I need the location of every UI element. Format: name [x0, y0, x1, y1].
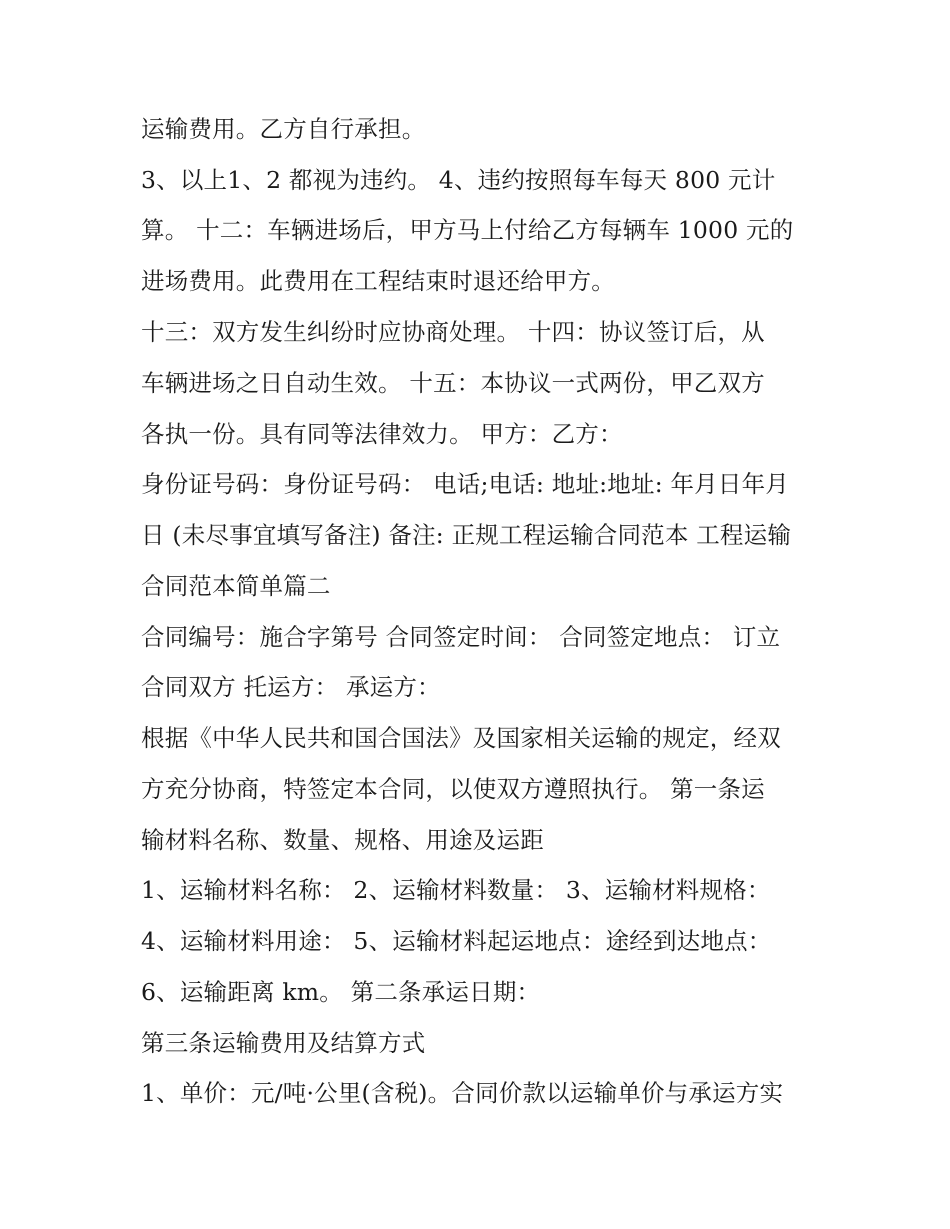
text-line: 4、运输材料用途： 5、运输材料起运地点：途经到达地点： [141, 927, 772, 955]
text-line: 1、单价：元/吨·公里(含税)。合同价款以运输单价与承运方实 [141, 1079, 784, 1107]
text-line: 算。 十二：车辆进场后，甲方马上付给乙方每辆车 1000 元的 [141, 216, 794, 244]
text-line: 车辆进场之日自动生效。 十五：本协议一式两份，甲乙双方 [141, 369, 765, 397]
text-line: 各执一份。具有同等法律效力。 甲方：乙方： [141, 420, 623, 448]
text-line: 方充分协商，特签定本合同，以使双方遵照执行。 第一条运 [141, 775, 765, 803]
text-line: 十三：双方发生纠纷时应协商处理。 十四：协议签订后，从 [141, 318, 765, 346]
text-line: 合同范本简单篇二 [141, 572, 331, 600]
text-line: 身份证号码：身份证号码： 电话;电话: 地址:地址: 年月日年月 [141, 470, 789, 498]
text-line: 合同编号：施合字第号 合同签定时间： 合同签定地点： 订立 [141, 623, 781, 651]
text-line: 1、运输材料名称： 2、运输材料数量： 3、运输材料规格： [141, 876, 771, 904]
text-line: 合同双方 托运方： 承运方： [141, 673, 441, 701]
text-line: 第三条运输费用及结算方式 [141, 1029, 426, 1057]
text-line: 运输费用。乙方自行承担。 [141, 115, 426, 143]
text-line: 6、运输距离 km。 第二条承运日期： [141, 978, 541, 1006]
text-line: 3、以上1、2 都视为违约。 4、违约按照每车每天 800 元计 [141, 166, 776, 194]
text-line: 进场费用。此费用在工程结束时退还给甲方。 [141, 267, 615, 295]
text-line: 输材料名称、数量、规格、用途及运距 [141, 826, 544, 854]
text-line: 日 (未尽事宜填写备注) 备注: 正规工程运输合同范本 工程运输 [141, 521, 792, 549]
text-line: 根据《中华人民共和国合国法》及国家相关运输的规定，经双 [141, 724, 781, 752]
